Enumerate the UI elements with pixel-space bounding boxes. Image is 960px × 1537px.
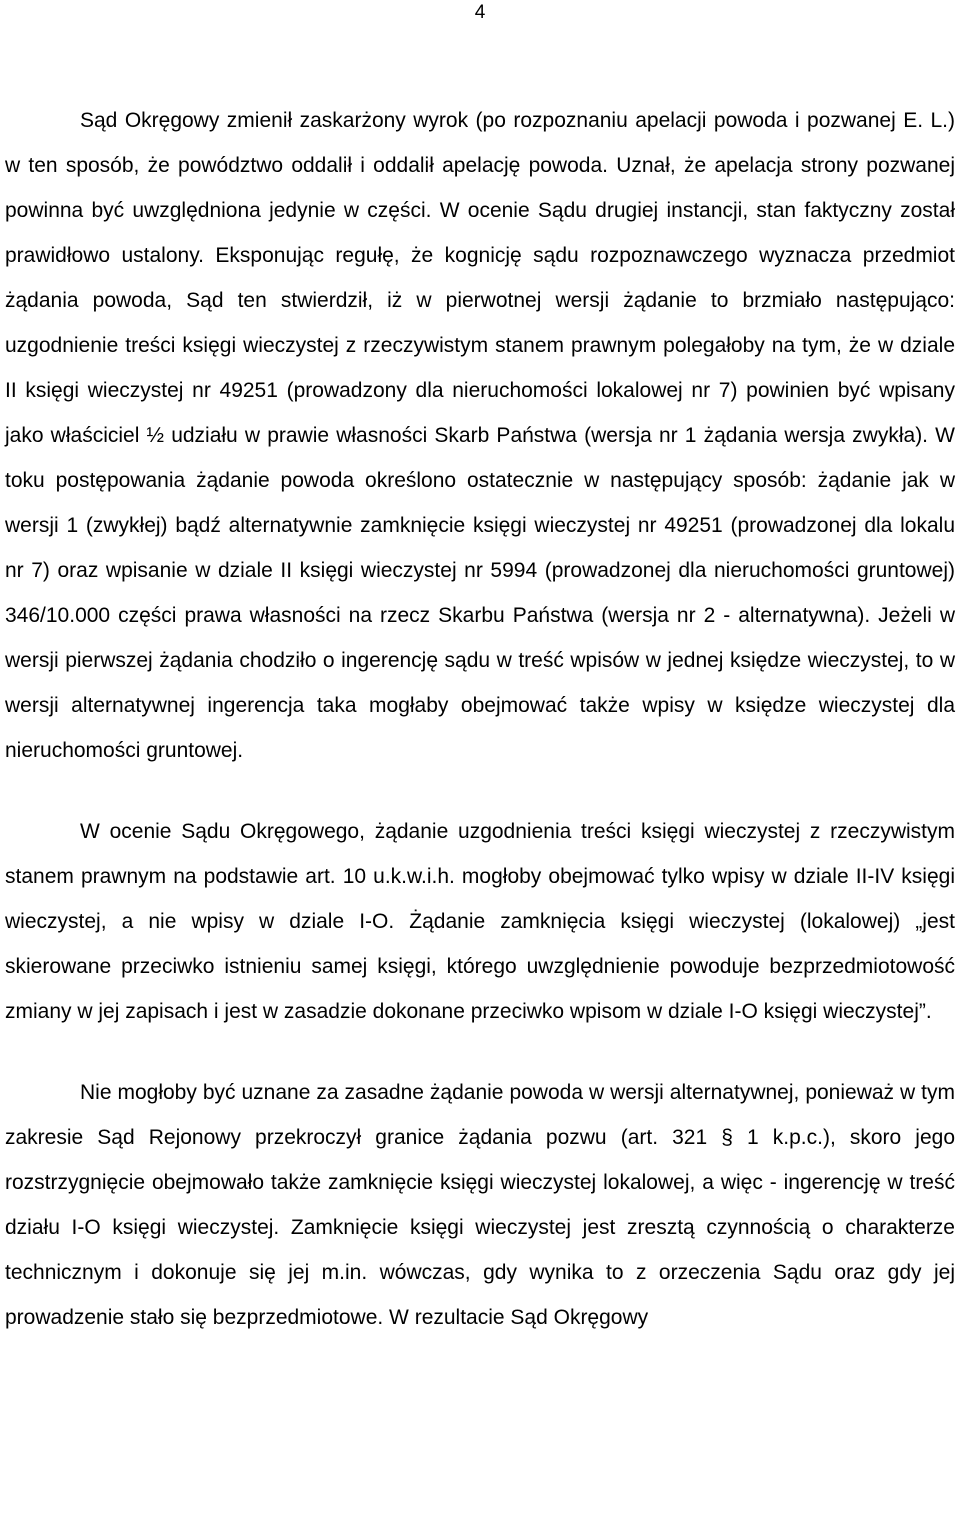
document-body: [5, 98, 955, 1340]
page-number: 4: [474, 2, 486, 23]
paragraph-3: Nie mogłoby być uznane za zasadne żądanie powoda w wersji alternatywnej, ponieważ w tym zakresie Sąd Rejonowy przekroczył granice żądania pozwu (art. 321 § 1 k.p.c.), skoro jego rozstrzygnięcie obejmowało także zamknięcie księgi wieczystej lokalowej, a więc - ingerencję w treść działu I-O księgi wieczystej. Zamknięcie księgi wieczystej jest zresztą czynnością o charakterze technicznym i dokonuje się jej m.in. wówczas, gdy wynika to z orzeczenia Sądu oraz gdy jej prowadzenie stało się bezprzedmiotowe. W rezultacie Sąd Okręgowy: [5, 1081, 955, 1329]
paragraph-1: Sąd Okręgowy zmienił zaskarżony wyrok (po rozpoznaniu apelacji powoda i pozwanej E. L.) w ten sposób, że powództwo oddalił i oddalił apelację powoda. Uznał, że apelacja strony pozwanej powinna być uwzględniona jedynie w części. W ocenie Sądu drugiej instancji, stan faktyczny został prawidłowo ustalony. Eksponując regułę, że kognicję sądu rozpoznawczego wyznacza przedmiot żądania powoda, Sąd ten stwierdził, iż w pierwotnej wersji żądanie to brzmiało następująco: uzgodnienie treści księgi wieczystej z rzeczywistym stanem prawnym polegałoby na tym, że w dziale II księgi wieczystej nr 49251 (prowadzony dla nieruchomości lokalowej nr 7) powinien być wpisany jako właściciel ½ udziału w prawie własności Skarb Państwa (wersja nr 1 żądania wersja zwykła). W toku postępowania żądanie powoda określono ostatecznie w następujący sposób: żądanie jak w wersji 1 (zwykłej) bądź alternatywnie zamknięcie księgi wieczystej nr 49251 (prowadzonej dla lokalu nr 7) oraz wpisanie w dziale II księgi wieczystej nr 5994 (prowadzonej dla nieruchomości gruntowej) 346/10.000 części prawa własności na rzecz Skarbu Państwa (wersja nr 2 - alternatywna). Jeżeli w wersji pierwszej żądania chodziło o ingerencję sądu w treść wpisów w jednej księdze wieczystej, to w wersji alternatywnej ingerencja taka mogłaby obejmować także wpisy w księdze wieczystej dla nieruchomości gruntowej.: [5, 109, 955, 762]
paragraph-2: W ocenie Sądu Okręgowego, żądanie uzgodnienia treści księgi wieczystej z rzeczywistym stanem prawnym na podstawie art. 10 u.k.w.i.h. mogłoby obejmować tylko wpisy w dziale II-IV księgi wieczystej, a nie wpisy w dziale I-O. Żądanie zamknięcia księgi wieczystej (lokalowej) „jest skierowane przeciwko istnieniu samej księgi, którego uwzględnienie powoduje bezprzedmiotowość zmiany w jej zapisach i jest w zasadzie dokonane przeciwko wpisom w dziale I-O księgi wieczystej”.: [5, 820, 955, 1023]
